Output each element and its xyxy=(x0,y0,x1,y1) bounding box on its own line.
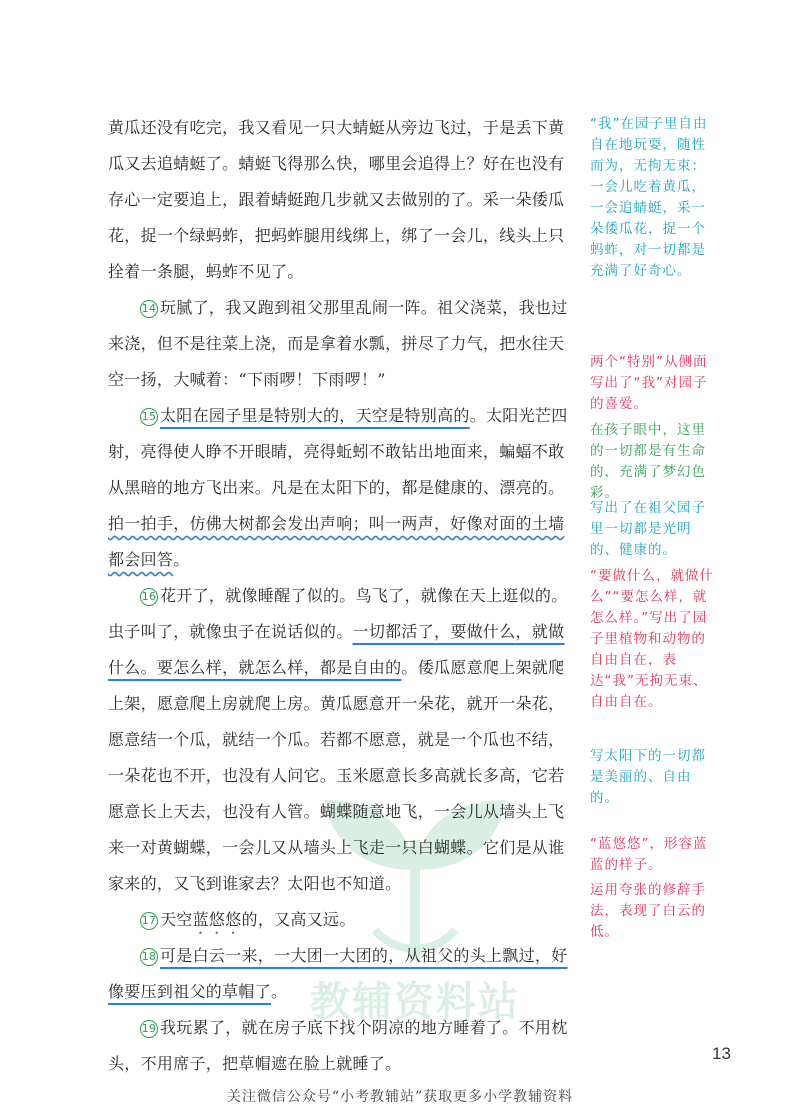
annotation-lanyouyou: “蓝悠悠”，形容蓝蓝的样子。 xyxy=(590,836,708,873)
underlined-sentence-freedom: 一切都活了，要做什么，就做什么。要怎么样，就怎么样，都是自由的 xyxy=(108,622,565,677)
paragraph-18 xyxy=(108,938,578,1010)
paragraph-number-15: 15 xyxy=(140,408,158,426)
underlined-sentence-clouds: 可是白云一来，一大团一大团的，从祖父的头上飘过，好像要压到祖父的草帽了 xyxy=(108,946,568,1001)
footer-promo: 关注微信公众号“小考教辅站”获取更多小学教辅资料 xyxy=(226,1089,574,1105)
annotation-do-whatever: “要做什么，就做什么”“要怎么样，就怎么样。”写出了园子里植物和动物的自由自在，表达“我”无拘无束、自由自在。 xyxy=(590,568,714,710)
annotation-free-play: “我”在园子里自由自在地玩耍，随性而为，无拘无束：一会儿吃着黄瓜，一会追蜻蜓，采一朵倭瓜花，捉一个蚂蚱，对一切都是充满了好奇心。 xyxy=(590,116,708,279)
paragraph-15 xyxy=(108,398,578,578)
underlined-sentence-sun-sky: 太阳在园子里是特别大的，天空是特别高的 xyxy=(160,406,470,425)
paragraph-number-19: 19 xyxy=(140,1020,158,1038)
paragraph-number-18: 18 xyxy=(140,948,158,966)
annotation-beautiful-free: 写太阳下的一切都是美丽的、自由的。 xyxy=(590,748,706,806)
wavy-underlined-sentence-clap: 拍一拍手，仿佛大树都会发出声响；叫一两声，好像对面的土墙都会回答 xyxy=(108,514,565,569)
annotation-exaggeration: 运用夸张的修辞手法，表现了白云的低。 xyxy=(590,882,706,940)
paragraph-number-17: 17 xyxy=(140,912,158,930)
paragraph-19-text: 我玩累了，就在房子底下找个阴凉的地方睡着了。不用枕头，不用席子，把草帽遮在脸上就睡了。 xyxy=(108,1018,568,1073)
paragraph-17-text-2: 的，又高又远。 xyxy=(241,910,356,929)
paragraph-14 xyxy=(108,290,578,398)
paragraph-15-text-2: 。 xyxy=(173,550,190,569)
paragraph-15-text-1: 。太阳光芒四射，亮得使人睁不开眼睛，亮得蚯蚓不敢钻出地面来，蝙蝠不敢从黑暗的地方飞出来。凡是在太阳下的，都是健康的、漂亮的。 xyxy=(108,406,568,497)
paragraph-16-text-2: 。倭瓜愿意爬上架就爬上架，愿意爬上房就爬上房。黄瓜愿意开一朵花，就开一朵花，愿意结一个瓜，就结一个瓜。若都不愿意，就是一个瓜也不结，一朵花也不开，也没有人问它。玉米愿意长多高就长多高，它若愿意长上天去，也没有人管。蝴蝶随意地飞，一会儿从墙头上飞来一对黄蝴蝶，一会儿又从墙头上飞走一只白蝴蝶。它们是从谁家来的，又飞到谁家去？太阳也不知道。 xyxy=(108,658,565,893)
paragraph-16-text-1: 花开了，就像睡醒了似的。鸟飞了，就像在天上逛似的。虫子叫了，就像虫子在说话似的。 xyxy=(108,586,568,641)
paragraph-number-16: 16 xyxy=(140,588,158,606)
watermark-text: 教辅资料站 xyxy=(310,979,520,1025)
annotation-dreamlike: 在孩子眼中，这里的一切都是有生命的，充满了梦幻色彩。 xyxy=(590,422,706,501)
annotation-bright-healthy: 写出了在祖父园子里一切都是光明的、健康的。 xyxy=(590,500,706,558)
paragraph-16 xyxy=(108,578,578,902)
main-text xyxy=(108,110,578,1082)
paragraph-13: 黄瓜还没有吃完，我又看见一只大蜻蜓从旁边飞过，于是丢下黄瓜又去追蜻蜓了。蜻蜓飞得那么快，哪里会追得上？好在也没有存心一定要追上，跟着蜻蜓跑几步就又去做别的了。采一朵倭瓜花，捉一个绿蚂蚱，把蚂蚱腿用线绑上，绑了一会儿，线头上只拴着一条腿，蚂蚱不见了。 xyxy=(108,118,565,281)
paragraph-18-text-2: 。 xyxy=(271,982,288,1001)
emphasized-word-lanyouyou: 蓝悠悠 xyxy=(192,910,242,929)
annotation-two-special: 两个“特别”从侧面写出了“我”对园子的喜爱。 xyxy=(590,354,708,412)
paragraph-14-text: 玩腻了，我又跑到祖父那里乱闹一阵。祖父浇菜，我也过来浇，但不是往菜上浇，而是拿着水瓢，拼尽了力气，把水往天空一扬，大喊着：“下雨啰！下雨啰！” xyxy=(108,298,568,389)
paragraph-number-14: 14 xyxy=(140,300,158,318)
page-number: 13 xyxy=(712,1044,731,1063)
paragraph-19 xyxy=(108,1010,578,1082)
paragraph-17-text-1: 天空 xyxy=(160,910,193,929)
paragraph-17 xyxy=(108,902,578,938)
